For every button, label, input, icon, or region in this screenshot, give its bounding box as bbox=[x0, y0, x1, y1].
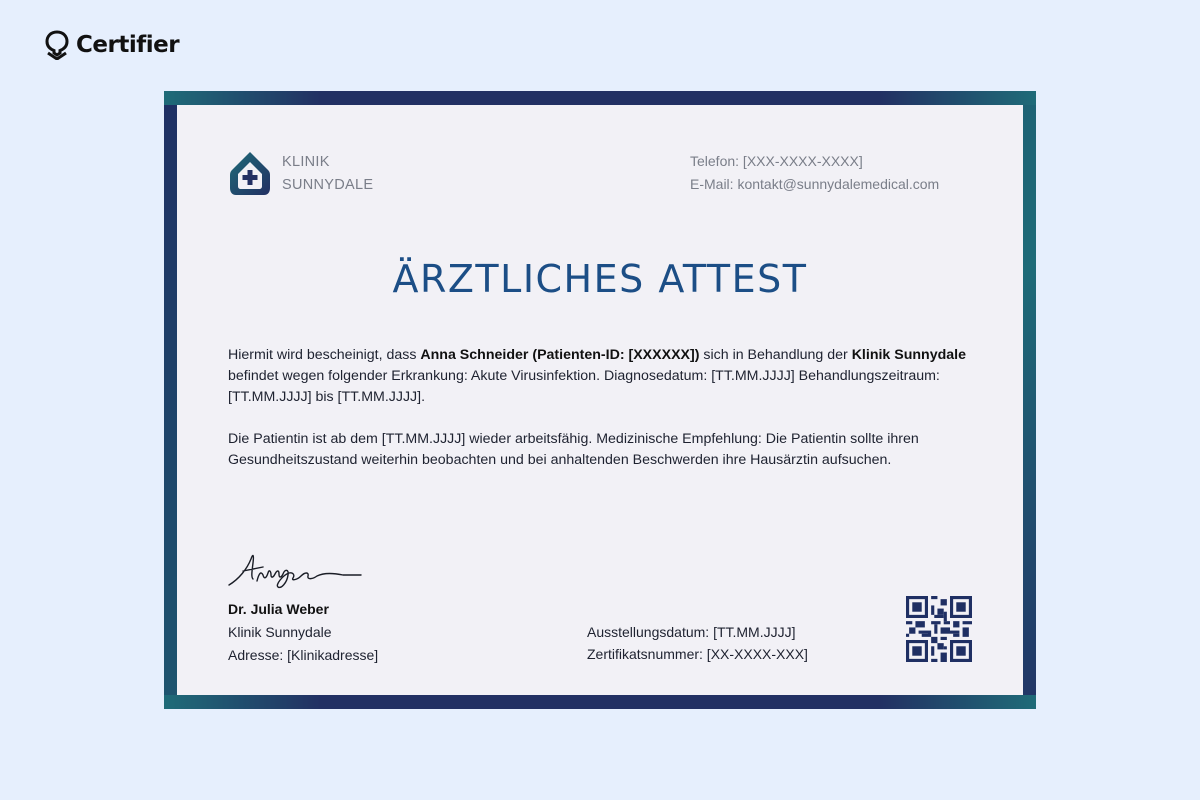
recommendation-paragraph: Die Patientin ist ab dem [TT.MM.JJJJ] wieder arbeitsfähig. Medizinische Empfehlung: Die Patientin sollte ihren Gesundheitszustand weiterhin beobachten und bei anhaltenden Beschwerden ihre Hausärztin aufsuchen. bbox=[228, 431, 919, 468]
issue-date: Ausstellungsdatum: [TT.MM.JJJJ] bbox=[587, 624, 796, 640]
frame-top-strip bbox=[164, 91, 1036, 105]
contact-info bbox=[690, 150, 939, 196]
issue-info bbox=[587, 621, 808, 665]
patient-name: Anna Schneider (Patienten-ID: [XXXXXX]) bbox=[420, 347, 700, 363]
phone-text: Telefon: [XXX-XXXX-XXXX] bbox=[690, 153, 863, 169]
paragraph1-text3: befindet wegen folgender Erkrankung: Akute Virusinfektion. Diagnosedatum: [TT.MM.JJJJ] Behandlungszeitraum: [TT.MM.JJJJ] bis [TT.MM.JJJJ]. bbox=[228, 368, 940, 405]
certificate-number: Zertifikatsnummer: [XX-XXXX-XXX] bbox=[587, 646, 808, 662]
paragraph1-text1: Hiermit wird bescheinigt, dass bbox=[228, 347, 421, 363]
signer-address: Adresse: [Klinikadresse] bbox=[228, 647, 379, 663]
brand-name: Certifier bbox=[76, 32, 180, 58]
signature-image bbox=[223, 545, 373, 595]
clinic-logo bbox=[228, 150, 373, 198]
signer-block bbox=[228, 598, 378, 667]
certificate-frame bbox=[164, 91, 1036, 709]
signer-clinic: Klinik Sunnydale bbox=[228, 624, 332, 640]
certifier-logo-icon bbox=[44, 30, 70, 60]
certifier-brand bbox=[44, 30, 179, 60]
clinic-logo-line1: KLINIK bbox=[282, 154, 330, 170]
certification-paragraph bbox=[228, 345, 988, 408]
signer-name: Dr. Julia Weber bbox=[228, 601, 329, 617]
qr-code-icon bbox=[906, 596, 972, 662]
email-text: E-Mail: kontakt@sunnydalemedical.com bbox=[690, 176, 940, 192]
certificate-title: ÄRZTLICHES ATTEST bbox=[392, 257, 808, 301]
clinic-logo-line2: SUNNYDALE bbox=[282, 177, 374, 193]
frame-bottom-strip bbox=[164, 695, 1036, 709]
clinic-name: Klinik Sunnydale bbox=[851, 347, 966, 363]
certificate-paper bbox=[177, 105, 1023, 695]
paragraph1-text2: sich in Behandlung der bbox=[699, 347, 852, 363]
clinic-cross-shield-icon bbox=[228, 150, 272, 198]
